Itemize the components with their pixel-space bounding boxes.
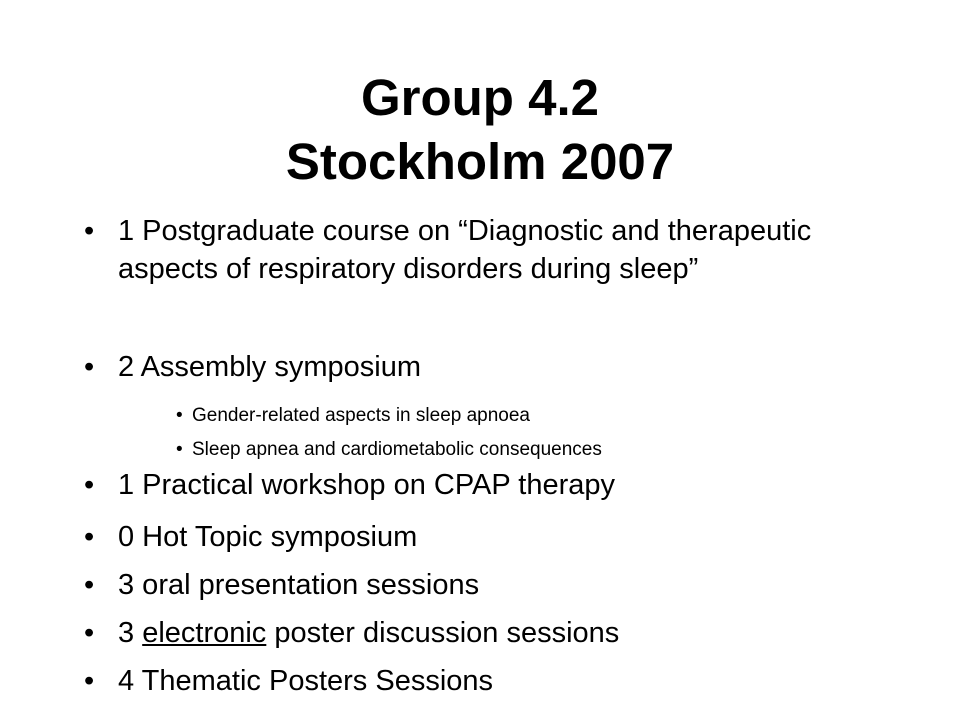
bullet-text: 0 Hot Topic symposium <box>118 521 418 553</box>
sub-bullet-item-cardiometabolic <box>176 433 960 467</box>
bullet-item-assembly-symposium <box>84 348 421 386</box>
bullet-item-electronic-poster <box>84 614 619 652</box>
sub-bullet-icon: • <box>176 405 183 426</box>
bullet-icon: • <box>84 665 95 697</box>
title-line-group: Group 4.2 <box>360 69 600 126</box>
bullet-item-hot-topic <box>84 518 417 556</box>
bullet-text-prefix: 3 <box>118 617 143 649</box>
bullet-text: 4 Thematic Posters Sessions <box>118 665 494 697</box>
bullet-icon: • <box>84 569 95 601</box>
bullet-item-practical-workshop <box>84 466 615 504</box>
sub-bullet-text: Gender-related aspects in sleep apnoea <box>192 405 531 426</box>
bullet-icon: • <box>84 521 95 553</box>
bullet-text: 1 Postgraduate course on “Diagnostic and therapeutic aspects of respiratory disorders during sleep” <box>118 215 812 285</box>
bullet-icon: • <box>84 469 95 501</box>
title-line-location: Stockholm 2007 <box>285 133 675 190</box>
slide-title <box>0 66 960 194</box>
sub-bullet-list <box>84 399 960 467</box>
bullet-item-thematic-posters <box>84 662 493 700</box>
bullet-icon: • <box>84 215 95 247</box>
bullet-icon: • <box>84 617 95 649</box>
bullet-item-oral-presentation <box>84 566 479 604</box>
bullet-item-postgraduate-course <box>84 212 884 288</box>
sub-bullet-icon: • <box>176 439 183 460</box>
bullet-text: 1 Practical workshop on CPAP therapy <box>118 469 616 501</box>
bullet-icon: • <box>84 351 95 383</box>
sub-bullet-item-gender <box>176 399 960 433</box>
sub-bullet-text: Sleep apnea and cardiometabolic consequences <box>192 439 602 460</box>
bullet-text-underlined: electronic <box>142 617 267 649</box>
bullet-text-suffix: poster discussion sessions <box>266 617 620 649</box>
bullet-text: 2 Assembly symposium <box>118 351 421 383</box>
bullet-text: 3 oral presentation sessions <box>118 569 480 601</box>
